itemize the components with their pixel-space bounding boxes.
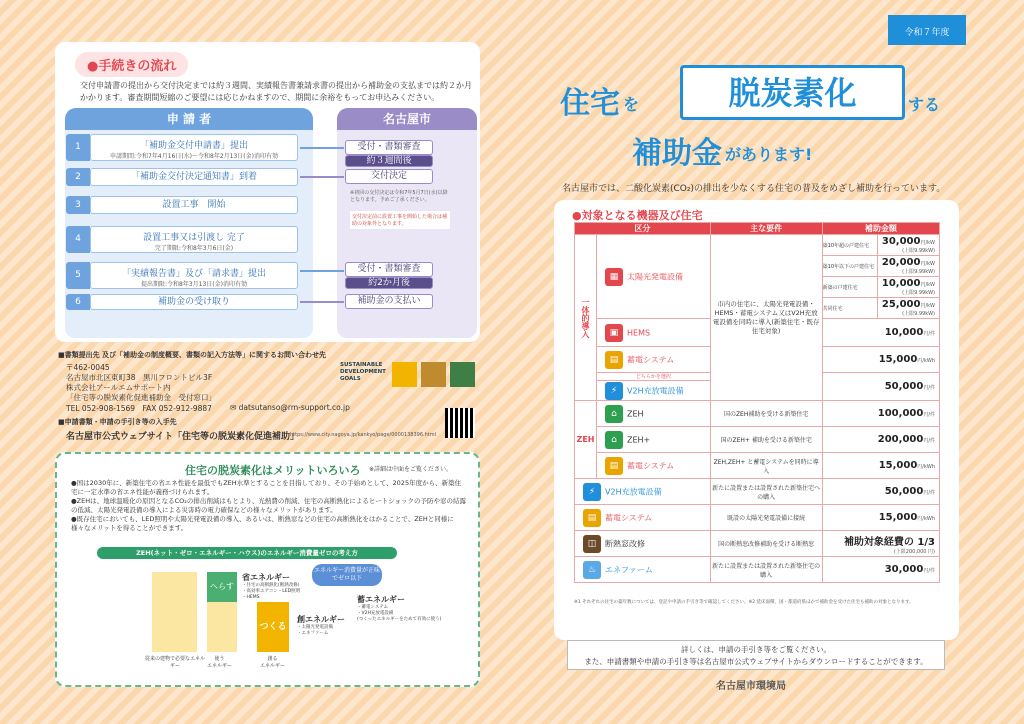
col-requirement: 主な要件 <box>710 223 822 235</box>
step-3: 設置工事 開始 <box>90 196 298 214</box>
col-category: 区分 <box>575 223 711 235</box>
headline-datsutanso: 脱炭素化 <box>680 65 905 120</box>
req-integrated: 市内の住宅に、太陽光発電設備・HEMS・蓄電システム又はV2H充放電設備を同時に導入(新築住宅・既存住宅対象) <box>710 235 822 401</box>
city-box-period: 約2か月後 <box>345 277 433 289</box>
eligible-title: ●対象となる機器及び住宅 <box>572 209 703 222</box>
arrow <box>300 301 344 303</box>
merit-bullet: ●既存住宅においても、LED照明や太陽光発電設備の導入、あるいは、断熱窓などの住宅の高断熱化をはかることで、ZEHと同様に様々なメリットを得ることができます。 <box>71 515 454 532</box>
bar-label: 従来の建物で必要なエネルギー <box>145 656 206 669</box>
store-energy-items: ・蓄電システム ・V2H充放電設備 (つくったエネルギーをためて有効に使う) <box>357 605 442 622</box>
solar-amount: 20,000 <box>881 257 921 268</box>
merit-bullet: ●ZEHは、地球温暖化の原因となるCO₂の排出削減はもとより、光熱費の削減、住宅の高断熱化によるヒートショックの予防や窓の結露の低減、太陽光発電設備の導入による災害時の電力確保などの様々なメリットがあります。 <box>71 497 466 514</box>
zeh-concept-title: ZEH(ネット・ゼロ・エネルギー・ハウス)のエネルギー消費量ゼロの考え方 <box>97 547 397 559</box>
step-label: 「実績報告書」及び「請求書」提出 <box>121 269 266 279</box>
table-row <box>575 427 940 453</box>
footer-box <box>567 640 945 670</box>
procedure-title: ●手続きの流れ <box>75 52 188 77</box>
save-energy-items: ・住宅の高断熱化(断熱改修) ・高効率エアコン・LED照明 ・HEMS <box>242 583 301 600</box>
contact-line: 「住宅等の脱炭素化促進補助金 受付窓口」 <box>66 393 216 402</box>
step-6: 補助金の受け取り <box>90 294 298 310</box>
table-row <box>575 453 940 479</box>
bar-conventional <box>152 572 197 652</box>
unit: 円/kWh <box>917 358 935 364</box>
step-5 <box>90 262 298 289</box>
applicant-header: 申 請 者 <box>65 108 313 130</box>
v2h-label: V2H充放電設備 <box>605 487 662 496</box>
window-icon: ◫ <box>583 535 601 553</box>
create-energy: 創エネルギー <box>297 615 345 624</box>
contact-email[interactable] <box>230 403 350 412</box>
headline-arimasu: があります! <box>725 145 813 164</box>
create-energy-items: ・太陽光発電設備 ・エネファーム <box>297 625 333 636</box>
step-sub: 申請期間:令和7年4月16日(水)〜令和8年2月13日(金)消印有効 <box>110 153 278 160</box>
tsukuru-bar: つくる <box>257 602 289 652</box>
enefarm-icon: ♨ <box>583 561 601 579</box>
subsidy-table <box>574 222 940 583</box>
step-number: 6 <box>66 294 90 310</box>
store-energy: 蓄エネルギー <box>357 595 405 604</box>
house-plus-icon: ⌂ <box>605 431 623 449</box>
site-name: 名古屋市公式ウェブサイト「住宅等の脱炭素化促進補助」 <box>66 432 300 442</box>
solar-panel-icon: ▦ <box>605 268 623 286</box>
zehp-label: ZEH+ <box>627 435 651 444</box>
eligible-panel <box>554 200 959 640</box>
v2h-label: V2H充放電設備 <box>627 386 684 395</box>
step-number: 3 <box>66 196 90 214</box>
unit: 円/kWh <box>917 464 935 470</box>
solar-amount: 30,000 <box>881 236 921 247</box>
cap: (上限200,000 円) <box>893 548 935 555</box>
unit: 円/kWh <box>917 516 935 522</box>
step-2: 「補助金交付決定通知書」到着 <box>90 168 298 186</box>
battery-icon: ▤ <box>605 457 623 475</box>
unit: 円/kW <box>920 240 935 246</box>
city-box: 受付・書類審査 <box>345 140 433 155</box>
fiscal-year-badge: 令和７年度 <box>888 15 966 45</box>
table-header-row <box>575 223 940 235</box>
choose-note: どちらかを選択 <box>597 373 711 381</box>
table-row <box>575 401 940 427</box>
zeh-req: 国のZEH補助を受ける新築住宅 <box>710 401 822 427</box>
battery-label: 蓄電システム <box>605 513 653 522</box>
bat2-amount: 15,000 <box>878 512 918 523</box>
solar-label: 太陽光発電設備 <box>627 272 683 281</box>
zeh-bat-req: ZEH,ZEH+ と蓄電システムを同時に導入 <box>710 453 822 479</box>
qr-code <box>445 408 475 438</box>
unit: 円/kW <box>920 261 935 267</box>
herasu-arrow: へらす <box>207 572 237 602</box>
cap: (上限9.99kW) <box>902 311 935 317</box>
step-number: 1 <box>66 134 90 161</box>
battery-label: 蓄電システム <box>627 355 675 364</box>
email-text: datsutanso@rm-support.co.jp <box>238 403 350 412</box>
hems-amount: 10,000 <box>884 327 924 338</box>
procedure-desc-1: 交付申請書の提出から交付決定までは約３週間、実績報告書兼請求書の提出から補助金の支払までは約２か月 <box>80 81 472 90</box>
contact-heading: ■書類提出先 及び「補助金の制度概要、書類の記入方法等」に関するお問い合わせ先 <box>58 351 327 359</box>
solar-amount: 10,000 <box>881 278 921 289</box>
solar-type: 築10年超の戸建住宅 <box>822 235 877 256</box>
unit: 円/kW <box>920 282 935 288</box>
house-icon: ⌂ <box>605 405 623 423</box>
window-label: 断熱窓改修 <box>605 539 645 548</box>
save-energy: 省エネルギー <box>242 573 290 582</box>
bat2-req: 既設の太陽光発電設備に接続 <box>710 505 822 531</box>
window-amount: 補助対象経費の 1/3 <box>843 536 935 548</box>
solar-type: 新築の戸建住宅 <box>822 277 877 298</box>
v2h-icon: ⚡ <box>605 382 623 400</box>
solar-type: 共同住宅 <box>822 298 877 319</box>
step-4 <box>90 226 298 253</box>
contact-line: 株式会社アールエムサポート内 <box>66 383 171 392</box>
merit-title: 住宅の脱炭素化はメリットいろいろ <box>185 464 361 477</box>
cap: (上限9.99kW) <box>902 269 935 275</box>
site-url[interactable]: https://www.city.nagoya.jp/kankyo/page/0000138396.html <box>290 432 437 438</box>
table-row <box>575 505 940 531</box>
contact-line: 〒462-0045 <box>66 363 110 372</box>
unit: 円/件 <box>923 331 935 337</box>
bar-usage <box>207 602 237 652</box>
city-note-2: 交付決定前に設置工事を開始した場合は補助の対象外となります。 <box>350 211 450 229</box>
city-box: 交付決定 <box>345 169 433 184</box>
city-box: 補助金の支払い <box>345 294 433 309</box>
arrow <box>300 270 344 272</box>
unit: 円/件 <box>923 438 935 444</box>
solar-cell <box>597 235 711 319</box>
zeh-battery-label: 蓄電システム <box>627 461 675 470</box>
arrow <box>300 176 344 178</box>
battery-amount: 15,000 <box>878 354 918 365</box>
merit-bullets <box>71 479 466 533</box>
city-box-period: 約３週間後 <box>345 155 433 167</box>
callout-bubble: エネルギー消費量が正味でゼロ以下 <box>312 564 382 586</box>
contact-line: 名古屋市北区東町38 黒川フロントビル3F <box>66 373 213 382</box>
window-req: 国の断熱窓改修補助を受ける断熱窓 <box>710 531 822 557</box>
procedure-desc-2: かかります。審査期間短縮のご要望には応じかねますので、期間に余裕をもってお申込みください。 <box>80 93 440 102</box>
arrow <box>300 147 344 149</box>
step-sub: 提出期限:令和8年3月13日(金)消印有効 <box>141 281 247 288</box>
zeh-amount: 100,000 <box>877 408 924 419</box>
intro-text: 名古屋市では、二酸化炭素(CO₂)の排出を少なくする住宅の普及をめざし補助を行っています。 <box>562 184 946 194</box>
step-number: 2 <box>66 168 90 186</box>
unit: 円/kW <box>920 303 935 309</box>
merit-panel <box>55 452 480 687</box>
hems-icon: ▣ <box>605 324 623 342</box>
table-footnotes: ※1 それぞれの住宅の築年数については、登記や申請の手引き等で確認してください。※2 延床面積、国・都道府県ほかで補助金を受けた住宅も補助の対象となります。 <box>574 600 914 605</box>
solar-type: 築10年以下の戸建住宅 <box>822 256 877 277</box>
unit: 円/件 <box>923 568 935 574</box>
unit: 円/件 <box>923 385 935 391</box>
enefarm-label: エネファーム <box>605 565 653 574</box>
table-row <box>575 531 940 557</box>
headline-suru: する <box>908 95 941 114</box>
v2h-req: 新たに設置または設置された新築住宅への購入 <box>710 479 822 505</box>
publisher: 名古屋市環境局 <box>716 681 786 692</box>
step-number: 5 <box>66 262 90 289</box>
mail-icon: ✉ <box>230 403 239 412</box>
v2h-amount: 50,000 <box>884 486 924 497</box>
merit-bullet: ●国は2030年に、新築住宅の省エネ性能を最低でもZEH水準とすることを目指しており、その手始めとして、2025年度から、新築住宅に一定水準の省エネ性能が義務づけられます。 <box>71 479 462 496</box>
unit: 円/件 <box>923 412 935 418</box>
sdg-13-icon <box>450 362 475 387</box>
zeh-label: ZEH <box>627 409 644 418</box>
table-row <box>575 235 940 256</box>
v2h-icon: ⚡ <box>583 483 601 501</box>
bar-label: 使う エネルギー <box>207 656 233 669</box>
battery-icon: ▤ <box>605 351 623 369</box>
zehp-req: 国のZEH+ 補助を受ける新築住宅 <box>710 427 822 453</box>
v2h-amount: 50,000 <box>884 381 924 392</box>
step-sub: 完了期限:令和8年3月6日(金) <box>154 245 234 252</box>
contact-tel: TEL 052-908-1569 FAX 052-912-9887 <box>66 404 212 413</box>
sdgs-logo: SUSTAINABLE DEVELOPMENT GOALS <box>340 362 386 382</box>
headline-wo: を <box>623 95 640 114</box>
table-row <box>575 479 940 505</box>
footer-line-1: 詳しくは、申請の手引き等をご覧ください。 <box>681 645 831 654</box>
headline-hojokin: 補助金 <box>632 136 722 171</box>
hems-label: HEMS <box>627 328 651 337</box>
zehp-amount: 200,000 <box>877 434 924 445</box>
enefarm-req: 新たに設置または設置された新築住宅の購入 <box>710 557 822 583</box>
city-header: 名古屋市 <box>337 108 477 130</box>
group-zeh: ZEH <box>575 401 597 479</box>
solar-amount: 25,000 <box>881 299 921 310</box>
headline-jutaku: 住宅 <box>560 86 620 121</box>
zeh-bat-amount: 15,000 <box>878 460 918 471</box>
step-number: 4 <box>66 226 90 253</box>
step-label: 「補助金交付申請書」提出 <box>139 141 248 151</box>
unit: 円/件 <box>923 490 935 496</box>
enefarm-amount: 30,000 <box>884 564 924 575</box>
city-note-1: ※初回の交付決定は令和7年5月7日(水)以降となります。予めご了承ください。 <box>350 190 448 203</box>
footer-line-2: また、申請書類や申請の手引き等は名古屋市公式ウェブサイトからダウンロードすることができます。 <box>584 657 928 666</box>
cap: (上限9.99kW) <box>902 290 935 296</box>
step-label: 設置工事又は引渡し 完了 <box>143 233 245 243</box>
table-row <box>575 557 940 583</box>
sdg-11-icon <box>421 362 446 387</box>
step-1 <box>90 134 298 161</box>
city-box: 受付・書類審査 <box>345 262 433 277</box>
col-amount: 補助金額 <box>822 223 939 235</box>
sdg-7-icon <box>392 362 417 387</box>
merit-note: ※詳細は中面をご覧ください。 <box>369 466 453 473</box>
download-heading: ■申請書類・申請の手引き等の入手先 <box>58 418 177 426</box>
cap: (上限9.99kW) <box>902 248 935 254</box>
bar-label: 創る エネルギー <box>260 656 286 669</box>
group-integrated: 一体的導入 <box>575 235 597 401</box>
battery-icon: ▤ <box>583 509 601 527</box>
